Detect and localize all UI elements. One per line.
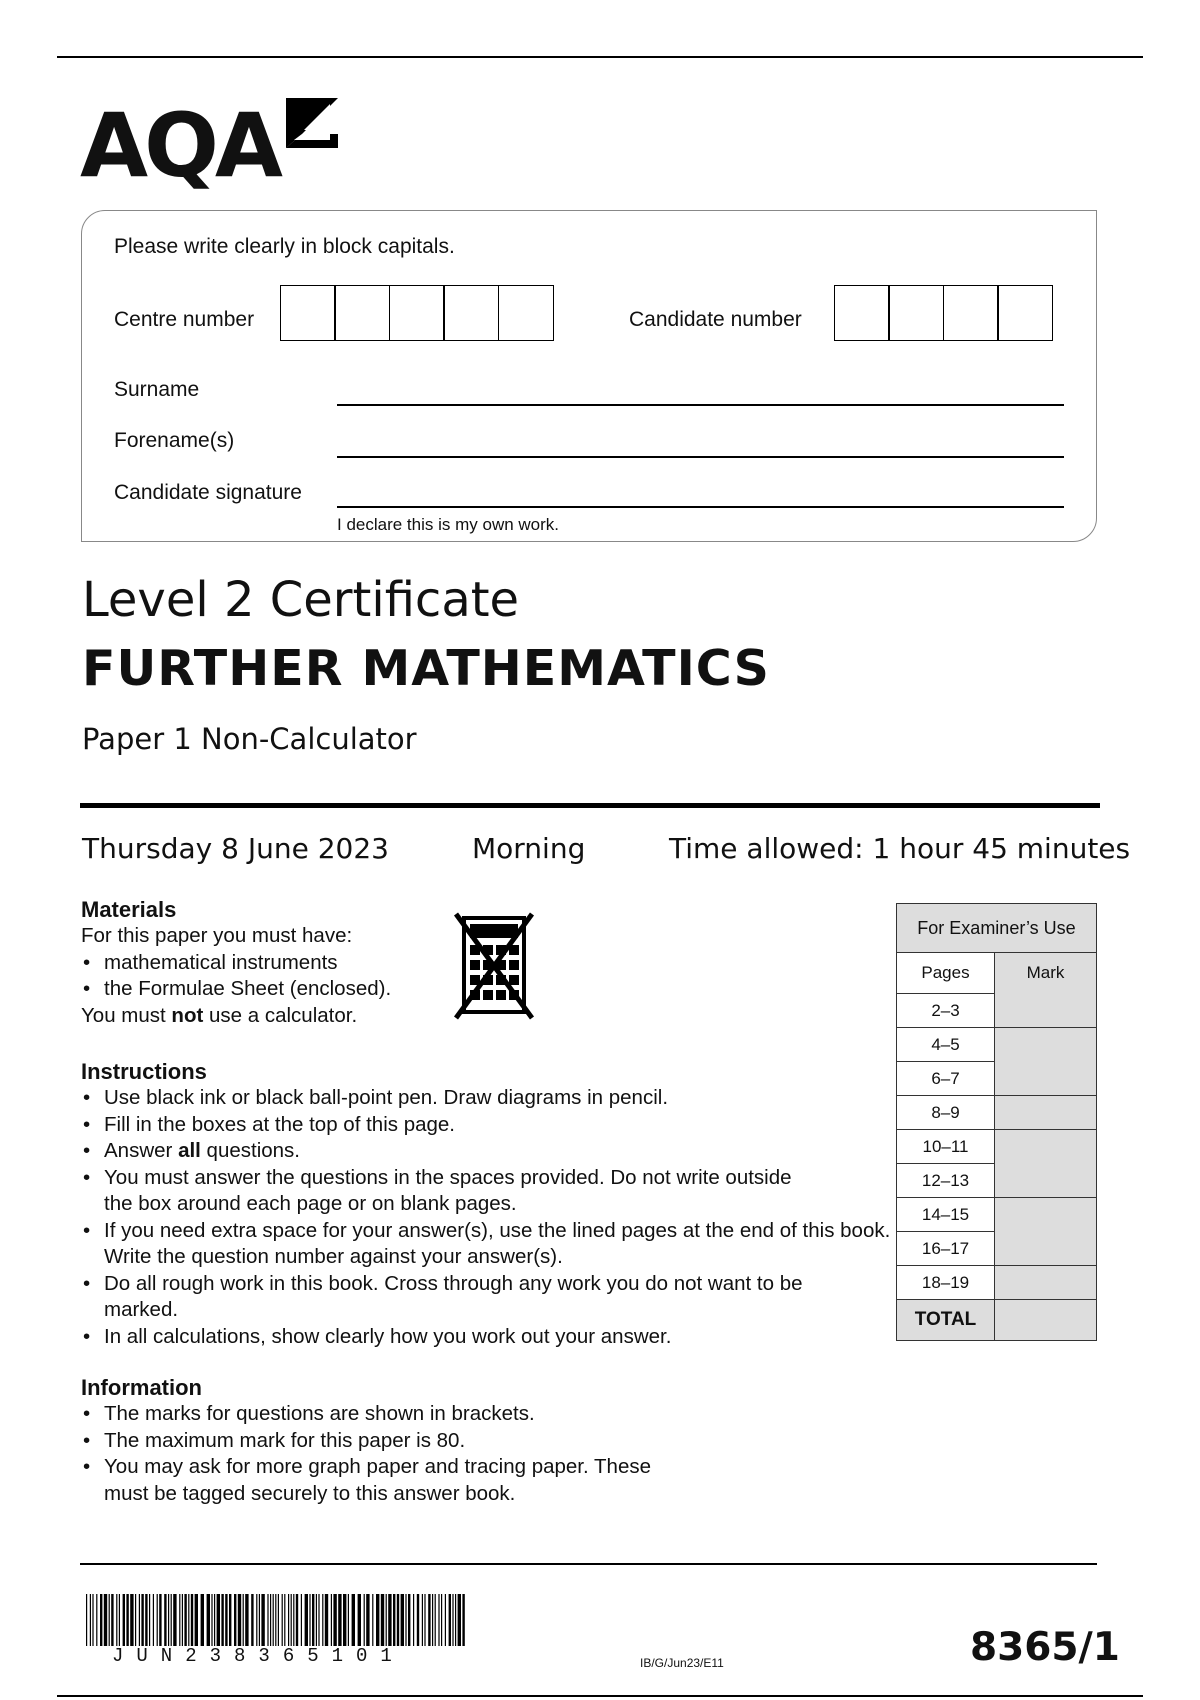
barcode-text: JUN238365101 bbox=[112, 1645, 405, 1667]
materials-heading: Materials bbox=[81, 897, 177, 922]
candidate-number-boxes[interactable] bbox=[835, 285, 1053, 341]
surname-field[interactable] bbox=[337, 404, 1064, 406]
mark-cell bbox=[995, 1198, 1097, 1232]
information-section bbox=[81, 1375, 781, 1507]
paper-code: 8365/1 bbox=[970, 1625, 1120, 1670]
barcode-icon bbox=[86, 1594, 470, 1646]
examiner-use-title: For Examiner’s Use bbox=[897, 904, 1096, 953]
pages-cell: 10–11 bbox=[897, 1130, 995, 1164]
forename-label: Forename(s) bbox=[114, 429, 235, 452]
information-item: • The marks for questions are shown in brackets. bbox=[81, 1401, 661, 1428]
candidate-digit-box[interactable] bbox=[943, 285, 999, 341]
signature-field[interactable] bbox=[337, 506, 1064, 508]
total-mark-cell bbox=[995, 1300, 1097, 1341]
pages-cell: 6–7 bbox=[897, 1062, 995, 1096]
forename-field[interactable] bbox=[337, 456, 1064, 458]
centre-digit-box[interactable] bbox=[389, 285, 445, 341]
instruction-item: • You must answer the questions in the spaces provided. Do not write outside the box around each page or on blank pages. bbox=[81, 1165, 804, 1218]
centre-digit-box[interactable] bbox=[498, 285, 554, 341]
mark-cell bbox=[995, 1028, 1097, 1062]
top-rule bbox=[57, 56, 1143, 58]
qualification-level: Level 2 Certificate bbox=[82, 572, 520, 628]
information-item: • You may ask for more graph paper and tracing paper. These must be tagged securely to this answer book. bbox=[81, 1454, 661, 1507]
paper-title: Paper 1 Non-Calculator bbox=[82, 722, 417, 756]
pages-cell: 14–15 bbox=[897, 1198, 995, 1232]
calculator-note: You must not use a calculator. bbox=[81, 1003, 358, 1027]
instruction-item: • In all calculations, show clearly how you work out your answer. bbox=[81, 1324, 871, 1351]
block-capitals-instruction: Please write clearly in block capitals. bbox=[114, 235, 455, 258]
logo-mark-icon bbox=[282, 90, 342, 152]
candidate-number-label: Candidate number bbox=[629, 308, 802, 331]
materials-section bbox=[81, 897, 481, 1029]
pages-cell: 2–3 bbox=[897, 994, 995, 1028]
materials-item: • mathematical instruments bbox=[81, 950, 481, 977]
mark-cell bbox=[995, 1096, 1097, 1130]
exam-session: Morning bbox=[472, 832, 586, 865]
no-calculator-icon bbox=[452, 912, 536, 1022]
mark-column-header: Mark bbox=[995, 953, 1097, 994]
exam-date: Thursday 8 June 2023 bbox=[82, 832, 389, 865]
title-divider bbox=[80, 803, 1100, 808]
surname-label: Surname bbox=[114, 378, 200, 401]
bottom-rule bbox=[57, 1695, 1143, 1697]
centre-digit-box[interactable] bbox=[280, 285, 336, 341]
aqa-logo bbox=[80, 90, 350, 197]
instruction-item: • Answer all questions. bbox=[81, 1138, 871, 1165]
information-heading: Information bbox=[81, 1375, 202, 1400]
centre-number-label: Centre number bbox=[114, 308, 255, 331]
instruction-item: • Use black ink or black ball-point pen. Draw diagrams in pencil. bbox=[81, 1085, 871, 1112]
total-label: TOTAL bbox=[897, 1300, 995, 1341]
pages-cell: 18–19 bbox=[897, 1266, 995, 1300]
mark-cell bbox=[995, 1164, 1097, 1198]
logo-text: AQA bbox=[80, 94, 280, 197]
mark-cell bbox=[995, 1062, 1097, 1096]
signature-label: Candidate signature bbox=[114, 481, 302, 504]
instructions-heading: Instructions bbox=[81, 1059, 207, 1084]
mark-cell bbox=[995, 994, 1097, 1028]
candidate-digit-box[interactable] bbox=[888, 285, 944, 341]
candidate-digit-box[interactable] bbox=[834, 285, 890, 341]
mark-cell bbox=[995, 1130, 1097, 1164]
instructions-section bbox=[81, 1059, 891, 1350]
mark-cell bbox=[995, 1232, 1097, 1266]
mark-cell bbox=[995, 1266, 1097, 1300]
candidate-digit-box[interactable] bbox=[997, 285, 1053, 341]
examiner-use-table bbox=[896, 903, 1097, 1341]
pages-cell: 8–9 bbox=[897, 1096, 995, 1130]
pages-column-header: Pages bbox=[897, 953, 995, 994]
materials-intro: For this paper you must have: bbox=[81, 924, 353, 947]
information-item: • The maximum mark for this paper is 80. bbox=[81, 1428, 661, 1455]
subject-title: FURTHER MATHEMATICS bbox=[82, 640, 770, 697]
centre-number-boxes[interactable] bbox=[281, 285, 554, 341]
instruction-item: • If you need extra space for your answer(s), use the lined pages at the end of this book. Write the question number against your answer(s). bbox=[81, 1218, 894, 1271]
pages-cell: 4–5 bbox=[897, 1028, 995, 1062]
instruction-item: • Do all rough work in this book. Cross through any work you do not want to be marked. bbox=[81, 1271, 824, 1324]
pages-cell: 16–17 bbox=[897, 1232, 995, 1266]
instruction-item: • Fill in the boxes at the top of this page. bbox=[81, 1112, 871, 1139]
footer-rule bbox=[80, 1563, 1097, 1565]
materials-item: • the Formulae Sheet (enclosed). bbox=[81, 976, 481, 1003]
centre-digit-box[interactable] bbox=[443, 285, 499, 341]
centre-digit-box[interactable] bbox=[334, 285, 390, 341]
reference-code: IB/G/Jun23/E11 bbox=[640, 1656, 724, 1670]
time-allowed: Time allowed: 1 hour 45 minutes bbox=[669, 832, 1131, 865]
pages-cell: 12–13 bbox=[897, 1164, 995, 1198]
declaration-text: I declare this is my own work. bbox=[337, 515, 560, 534]
